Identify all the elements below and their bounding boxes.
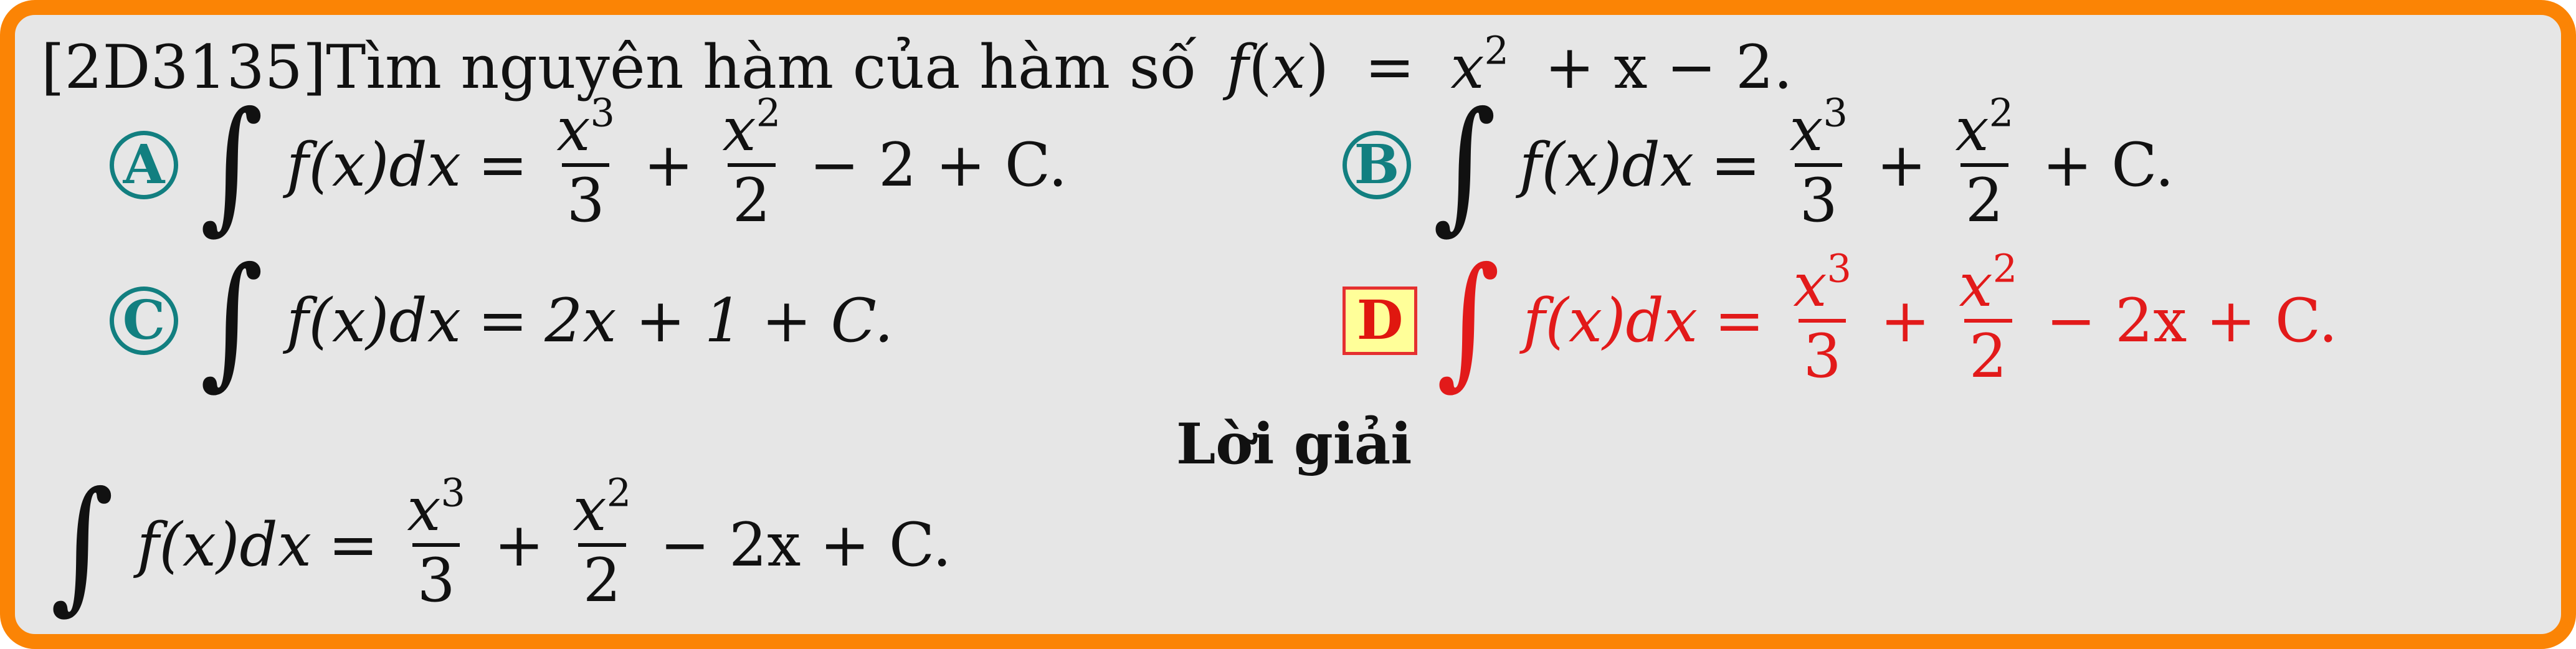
option-d-tail: − 2x + C. bbox=[2046, 286, 2338, 356]
integrand: f(x)dx bbox=[286, 130, 462, 200]
option-d[interactable]: D ∫ f(x)dx = $\frac{x^3}{3}$ + $\frac{x^2}{2}$ − 2x + C. bbox=[1343, 249, 2337, 392]
question-line bbox=[41, 27, 1793, 102]
fraction-x2-over-2: $\frac{x^2}{2}$ bbox=[573, 470, 632, 615]
solution-line: ∫ f(x)dx = $\frac{x^3}{3}$ + $\frac{x^2}{2}$ − 2x + C. bbox=[50, 462, 952, 628]
option-b[interactable]: B ∫ f(x)dx = $\frac{x^3}{3}$ + $\frac{x^2}{2}$ + C. bbox=[1343, 93, 2174, 237]
fraction-x2-over-2: $\frac{x^2}{2}$ bbox=[722, 90, 781, 235]
fraction-x2-over-2: $\frac{x^2}{2}$ bbox=[1959, 245, 2018, 391]
fraction-x2-over-2: $\frac{x^2}{2}$ bbox=[1955, 90, 2014, 235]
option-d-marker[interactable]: D bbox=[1343, 287, 1417, 355]
option-c-rhs: 2x + 1 + C. bbox=[544, 286, 893, 356]
option-c[interactable]: C ∫ f(x)dx = 2x + 1 + C. bbox=[110, 249, 893, 392]
option-a-marker[interactable]: A bbox=[110, 131, 178, 199]
integrand: f(x)dx bbox=[1523, 286, 1698, 356]
integral-icon: ∫ bbox=[199, 82, 264, 248]
integral-icon: ∫ bbox=[1432, 82, 1496, 248]
solution-heading: Lời giải bbox=[1176, 411, 1412, 477]
integral-icon: ∫ bbox=[1436, 237, 1500, 404]
option-c-marker[interactable]: C bbox=[110, 287, 178, 355]
solution-tail: − 2x + C. bbox=[660, 510, 952, 580]
fraction-x3-over-3: $\frac{x^3}{3}$ bbox=[1789, 90, 1848, 235]
integrand: f(x)dx bbox=[136, 510, 312, 580]
question-code: [2D3135] bbox=[41, 32, 326, 102]
integrand: f(x)dx bbox=[286, 286, 462, 356]
question-function: $f(x) = x^2 + x - 2$. bbox=[1226, 27, 1793, 102]
integral-icon: ∫ bbox=[199, 237, 264, 404]
option-b-tail: + C. bbox=[2042, 130, 2174, 200]
fraction-x3-over-3: $\frac{x^3}{3}$ bbox=[556, 90, 615, 235]
question-text: Tìm nguyên hàm của hàm số bbox=[326, 32, 1197, 102]
option-a[interactable]: A ∫ f(x)dx = $\frac{x^3}{3}$ + $\frac{x^2}{2}$ − 2 + C. bbox=[110, 93, 1067, 237]
fraction-x3-over-3: $\frac{x^3}{3}$ bbox=[1793, 245, 1851, 391]
option-b-marker[interactable]: B bbox=[1343, 131, 1411, 199]
fraction-x3-over-3: $\frac{x^3}{3}$ bbox=[407, 470, 465, 615]
integrand: f(x)dx bbox=[1519, 130, 1694, 200]
option-a-tail: − 2 + C. bbox=[809, 130, 1068, 200]
integral-icon: ∫ bbox=[50, 462, 114, 628]
